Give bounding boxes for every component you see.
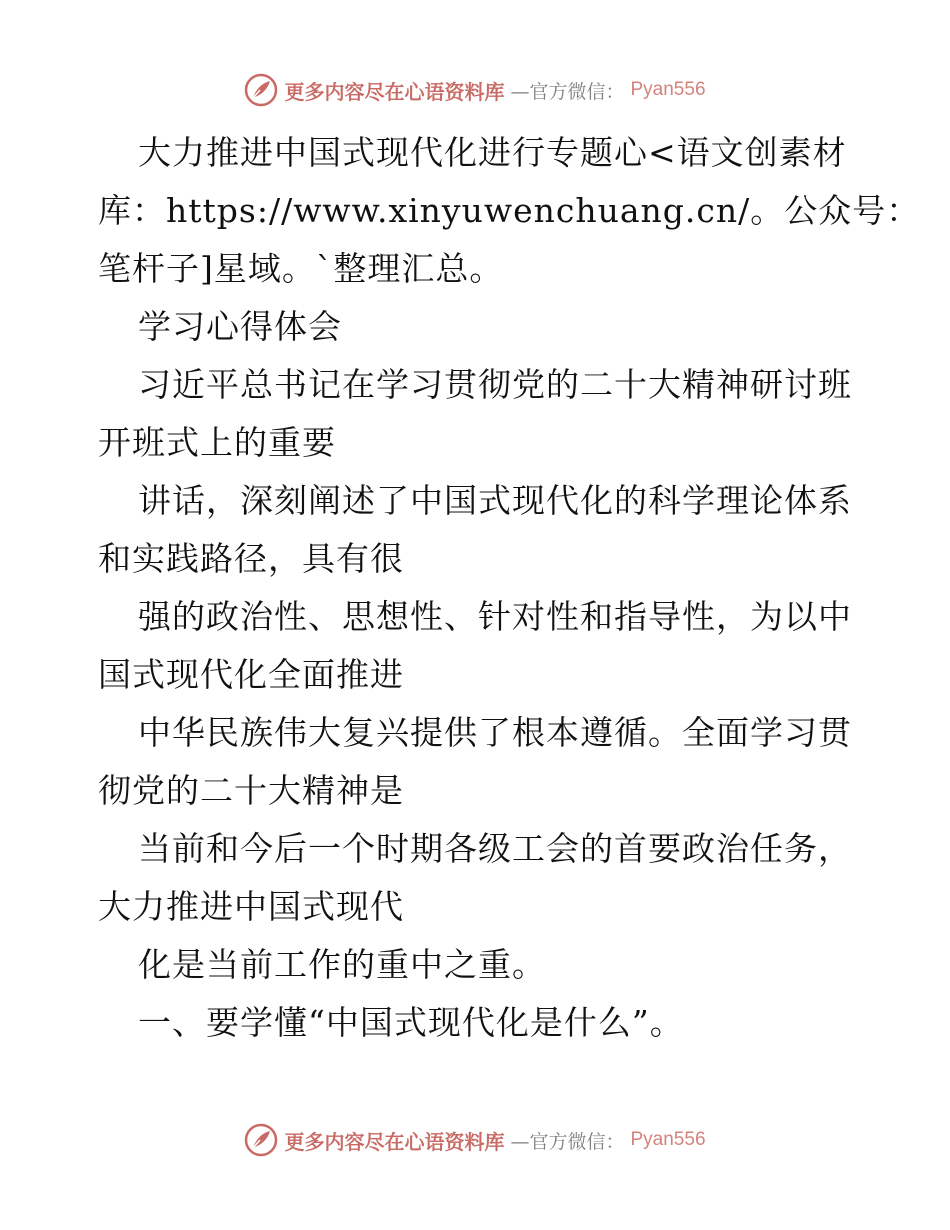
footer-watermark xyxy=(0,1120,950,1160)
text-line: 国式现代化全面推进 xyxy=(98,655,404,694)
text-line: 开班式上的重要 xyxy=(98,423,336,462)
watermark-separator: —官方微信： xyxy=(510,80,625,103)
text-line: 一、要学懂“中国式现代化是什么”。 xyxy=(138,1003,684,1042)
text-line: 讲话，深刻阐述了中国式现代化的科学理论体系 xyxy=(138,481,852,520)
text-line: 笔杆子]星域。`整理汇总。 xyxy=(98,249,504,288)
feather-pen-logo-icon xyxy=(244,1123,278,1157)
feather-pen-logo-icon xyxy=(244,73,278,107)
text-line: 当前和今后一个时期各级工会的首要政治任务， xyxy=(138,829,852,868)
text-line: 强的政治性、思想性、针对性和指导性，为以中 xyxy=(138,597,852,636)
watermark-brand: 更多内容尽在心语资料库 xyxy=(284,79,505,104)
watermark-separator: —官方微信： xyxy=(510,1130,625,1153)
text-line: 习近平总书记在学习贯彻党的二十大精神研讨班 xyxy=(138,365,852,404)
watermark-handle: Pyan556 xyxy=(630,79,706,100)
document-body xyxy=(98,124,921,1052)
header-watermark xyxy=(0,70,950,110)
text-line: 大力推进中国式现代化进行专题心<语文创素材 xyxy=(138,133,847,172)
text-line: 和实践路径，具有很 xyxy=(98,539,404,578)
watermark-handle: Pyan556 xyxy=(630,1129,706,1150)
text-line: 学习心得体会 xyxy=(138,307,342,346)
text-line: 库：https://www.xinyuwenchuang.cn/。公众号： xyxy=(98,191,921,230)
text-line: 大力推进中国式现代 xyxy=(98,887,404,926)
watermark-brand: 更多内容尽在心语资料库 xyxy=(284,1129,505,1154)
text-line: 化是当前工作的重中之重。 xyxy=(138,945,546,984)
text-line: 中华民族伟大复兴提供了根本遵循。全面学习贯 xyxy=(138,713,852,752)
text-line: 彻党的二十大精神是 xyxy=(98,771,404,810)
